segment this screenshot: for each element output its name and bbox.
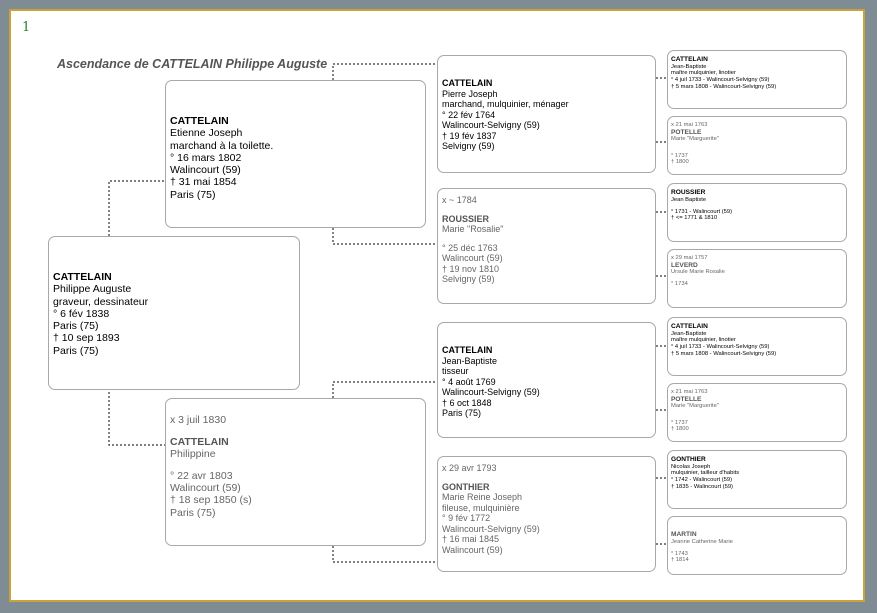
birth-date: ° 6 fév 1838 xyxy=(53,307,110,320)
given-names: Jean Baptiste xyxy=(671,196,707,203)
birth-info: ° 1731 - Walincourt (59) xyxy=(671,208,733,215)
person-box-ggp-6[interactable] xyxy=(667,383,847,442)
death-date: † 31 mai 1854 xyxy=(170,176,237,189)
death-info: † 1814 xyxy=(671,557,689,564)
birth-place: Walincourt-Selvigny (59) xyxy=(442,387,540,398)
death-place: Walincourt (59) xyxy=(442,544,503,555)
death-place: Paris (75) xyxy=(170,188,216,201)
death-info: † 1800 xyxy=(671,159,689,166)
link-root-mother xyxy=(109,392,165,445)
birth-info: ° 1734 xyxy=(671,281,688,288)
surname: CATTELAIN xyxy=(671,56,708,63)
death-date: † 16 mai 1845 xyxy=(442,534,500,545)
surname: LEVERD xyxy=(671,261,698,269)
occupation: fileuse, mulquinière xyxy=(442,502,520,513)
death-place: Paris (75) xyxy=(53,344,99,357)
surname: CATTELAIN xyxy=(442,78,493,88)
birth-date: ° 4 août 1769 xyxy=(442,376,496,387)
person-box-ggp-5[interactable] xyxy=(667,317,847,376)
occupation: maître mulquinier, linotier xyxy=(671,337,736,344)
given-names: Philippine xyxy=(170,448,216,460)
birth-place: Walincourt (59) xyxy=(442,253,503,264)
given-names: Marie Reine Joseph xyxy=(442,492,523,503)
person-box-ggp-2[interactable] xyxy=(667,116,847,175)
marriage-date: x ~ 1784 xyxy=(442,195,477,205)
death-place: Paris (75) xyxy=(170,506,216,519)
person-box-paternal-grandfather[interactable] xyxy=(437,55,656,173)
birth-date: ° 16 mars 1802 xyxy=(170,151,242,164)
given-names: Philippe Auguste xyxy=(53,283,132,296)
surname: ROUSSIER xyxy=(671,189,706,196)
surname: MARTIN xyxy=(671,531,697,538)
birth-place: Walincourt (59) xyxy=(170,482,241,494)
death-date: † 19 fév 1837 xyxy=(442,130,497,141)
person-box-paternal-grandmother[interactable] xyxy=(437,188,656,304)
surname: CATTELAIN xyxy=(170,435,229,448)
surname: CATTELAIN xyxy=(671,323,708,330)
birth-place: Walincourt-Selvigny (59) xyxy=(442,120,540,131)
given-names: Marie "Rosalie" xyxy=(442,224,504,235)
marriage-date: x 29 avr 1793 xyxy=(442,463,497,473)
death-info: † 5 mars 1808 - Walincourt-Selvigny (59) xyxy=(671,84,777,91)
link-root-father xyxy=(109,181,165,236)
given-names: Ursule Marie Rosalie xyxy=(671,269,725,276)
person-box-ggp-7[interactable] xyxy=(667,450,847,509)
surname: GONTHIER xyxy=(442,481,490,492)
person-box-maternal-grandmother[interactable] xyxy=(437,456,656,572)
surname: CATTELAIN xyxy=(170,115,229,127)
death-info: † 5 mars 1808 - Walincourt-Selvigny (59) xyxy=(671,351,777,358)
death-date: † 6 oct 1848 xyxy=(442,397,492,408)
person-box-ggp-8[interactable] xyxy=(667,516,847,575)
death-info: † 1835 - Walincourt (59) xyxy=(671,484,733,491)
surname: GONTHIER xyxy=(671,456,706,463)
death-date: † 19 nov 1810 xyxy=(442,263,500,274)
person-box-father[interactable] xyxy=(165,80,426,228)
birth-place: Paris (75) xyxy=(53,320,99,333)
birth-info: ° 1737 xyxy=(671,419,688,426)
death-info: † <= 1771 & 1810 xyxy=(671,215,718,222)
given-names: Jean-Baptiste xyxy=(671,330,707,337)
given-names: Nicolas Joseph xyxy=(671,463,711,470)
chart-title: Ascendance de CATTELAIN Philippe Auguste xyxy=(57,57,328,71)
person-box-maternal-grandfather[interactable] xyxy=(437,322,656,438)
birth-info: ° 1742 - Walincourt (59) xyxy=(671,477,733,484)
given-names: Pierre Joseph xyxy=(442,88,498,99)
surname: CATTELAIN xyxy=(53,271,112,283)
surname: POTELLE xyxy=(671,128,702,136)
birth-date: ° 22 avr 1803 xyxy=(170,469,233,482)
birth-info: ° 4 juil 1733 - Walincourt-Selvigny (59) xyxy=(671,77,770,84)
occupation: graveur, dessinateur xyxy=(53,295,149,308)
death-place: Paris (75) xyxy=(442,408,482,419)
occupation: marchand, mulquinier, ménager xyxy=(442,99,569,110)
given-names: Marie "Marguerite" xyxy=(671,403,719,410)
surname: POTELLE xyxy=(671,395,702,403)
birth-place: Walincourt (59) xyxy=(170,164,241,177)
surname: CATTELAIN xyxy=(442,345,493,355)
birth-date: ° 22 fév 1764 xyxy=(442,109,496,120)
given-names: Jean-Baptiste xyxy=(442,355,498,366)
birth-date: ° 25 déc 1763 xyxy=(442,242,498,253)
person-box-root[interactable] xyxy=(48,236,300,390)
marriage-date: x 21 mai 1763 xyxy=(671,122,708,128)
link-father-fm xyxy=(333,228,437,244)
given-names: Marie "Marguerite" xyxy=(671,136,719,143)
occupation: tisseur xyxy=(442,366,469,377)
given-names: Jean-Baptiste xyxy=(671,63,707,70)
birth-info: ° 1743 xyxy=(671,550,688,557)
death-place: Selvigny (59) xyxy=(442,141,495,152)
person-box-ggp-3[interactable] xyxy=(667,183,847,242)
death-info: † 1800 xyxy=(671,426,689,433)
person-box-mother[interactable] xyxy=(165,398,426,546)
death-date: † 10 sep 1893 xyxy=(53,332,120,345)
occupation: mulquinier, tailleur d'habits xyxy=(671,470,740,477)
surname: ROUSSIER xyxy=(442,213,490,224)
link-mother-mm xyxy=(333,546,437,562)
birth-date: ° 9 fév 1772 xyxy=(442,513,491,524)
marriage-date: x 3 juil 1830 xyxy=(170,414,227,426)
given-names: Etienne Joseph xyxy=(170,127,243,140)
person-box-ggp-1[interactable] xyxy=(667,50,847,109)
marriage-date: x 21 mai 1763 xyxy=(671,389,708,395)
occupation: marchand à la toilette. xyxy=(170,139,274,152)
page-number: 1 xyxy=(22,20,31,35)
birth-place: Walincourt-Selvigny (59) xyxy=(442,523,540,534)
death-date: † 18 sep 1850 (s) xyxy=(170,494,252,507)
occupation: maître mulquinier, linotier xyxy=(671,70,736,77)
link-father-ff xyxy=(333,64,437,80)
link-mother-mf xyxy=(333,382,437,398)
given-names: Jeanne Catherine Marie xyxy=(671,538,733,545)
death-place: Selvigny (59) xyxy=(442,274,495,285)
person-box-ggp-4[interactable] xyxy=(667,249,847,308)
marriage-date: x 29 mai 1757 xyxy=(671,255,708,261)
birth-info: ° 1737 xyxy=(671,152,688,159)
birth-info: ° 4 juil 1733 - Walincourt-Selvigny (59) xyxy=(671,344,770,351)
